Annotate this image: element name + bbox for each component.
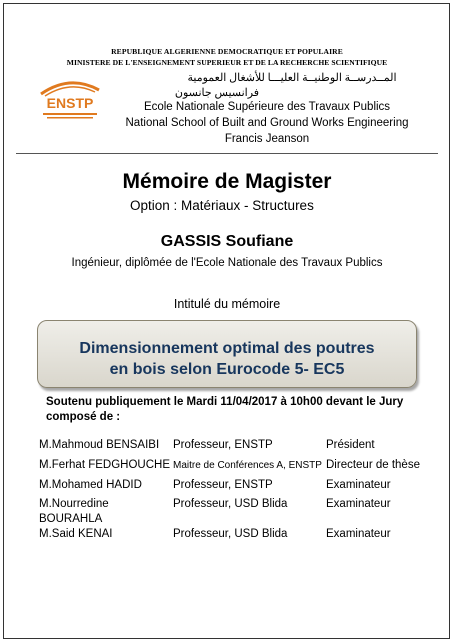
option-line: Option : Matériaux - Structures: [130, 198, 314, 213]
jury-member-title: Maitre de Conférences A, ENSTP: [173, 460, 322, 471]
jury-composed-label: composé de :: [46, 411, 121, 423]
author-diploma: Ingénieur, diplômée de l'Ecole Nationale des Travaux Publics: [71, 257, 383, 269]
arabic-francis-jeanson: فرانسيس جانسون: [174, 87, 260, 99]
jury-member-name: M.Nourredine: [39, 498, 109, 510]
jury-member-title: Professeur, ENSTP: [173, 439, 273, 451]
jury-member-title: Professeur, USD Blida: [173, 528, 288, 540]
jury-member-name: M.Mohamed HADID: [39, 479, 142, 491]
thesis-title-line1: Dimensionnement optimal des poutres: [79, 340, 375, 357]
jury-member-name: M.Ferhat FEDGHOUCHE: [39, 459, 170, 471]
school-name-fr: Ecole Nationale Supérieure des Travaux Publics: [143, 101, 391, 113]
jury-member-name-line2: BOURAHLA: [39, 513, 103, 525]
jury-member-title: Professeur, ENSTP: [173, 479, 273, 491]
jury-member-name: M.Mahmoud BENSAIBI: [39, 439, 160, 451]
ministry-heading: MINISTERE DE L'ENSEIGNEMENT SUPERIEUR ET DE LA RECHERCHE SCIENTIFIQUE: [66, 58, 388, 67]
school-name-francis: Francis Jeanson: [224, 133, 310, 145]
republic-heading: REPUBLIQUE ALGERIENNE DEMOCRATIQUE ET POPULAIRE: [111, 47, 343, 56]
jury-member-title: Professeur, USD Blida: [173, 498, 288, 510]
arabic-school-name: المــدرســة الوطنيــة العليـــا للأشغال العمومية: [187, 72, 397, 84]
logo-text: ENSTP: [46, 95, 94, 111]
intitule-label: Intitulé du mémoire: [173, 297, 281, 311]
thesis-title-line2: en bois selon Eurocode 5- EC5: [109, 361, 345, 378]
jury-member-role: Examinateur: [326, 479, 391, 491]
document-type-title: Mémoire de Magister: [122, 170, 332, 193]
jury-member-role: Directeur de thèse: [326, 459, 420, 471]
jury-member-name: M.Said KENAI: [39, 528, 113, 540]
jury-member-role: Examinateur: [326, 528, 391, 540]
author-name: GASSIS Soufiane: [160, 233, 294, 250]
jury-member-role: Président: [326, 439, 375, 451]
school-name-en: National School of Built and Ground Works Engineering: [125, 117, 409, 129]
defense-statement: Soutenu publiquement le Mardi 11/04/2017 à 10h00 devant le Jury: [46, 396, 404, 408]
jury-member-role: Examinateur: [326, 498, 391, 510]
